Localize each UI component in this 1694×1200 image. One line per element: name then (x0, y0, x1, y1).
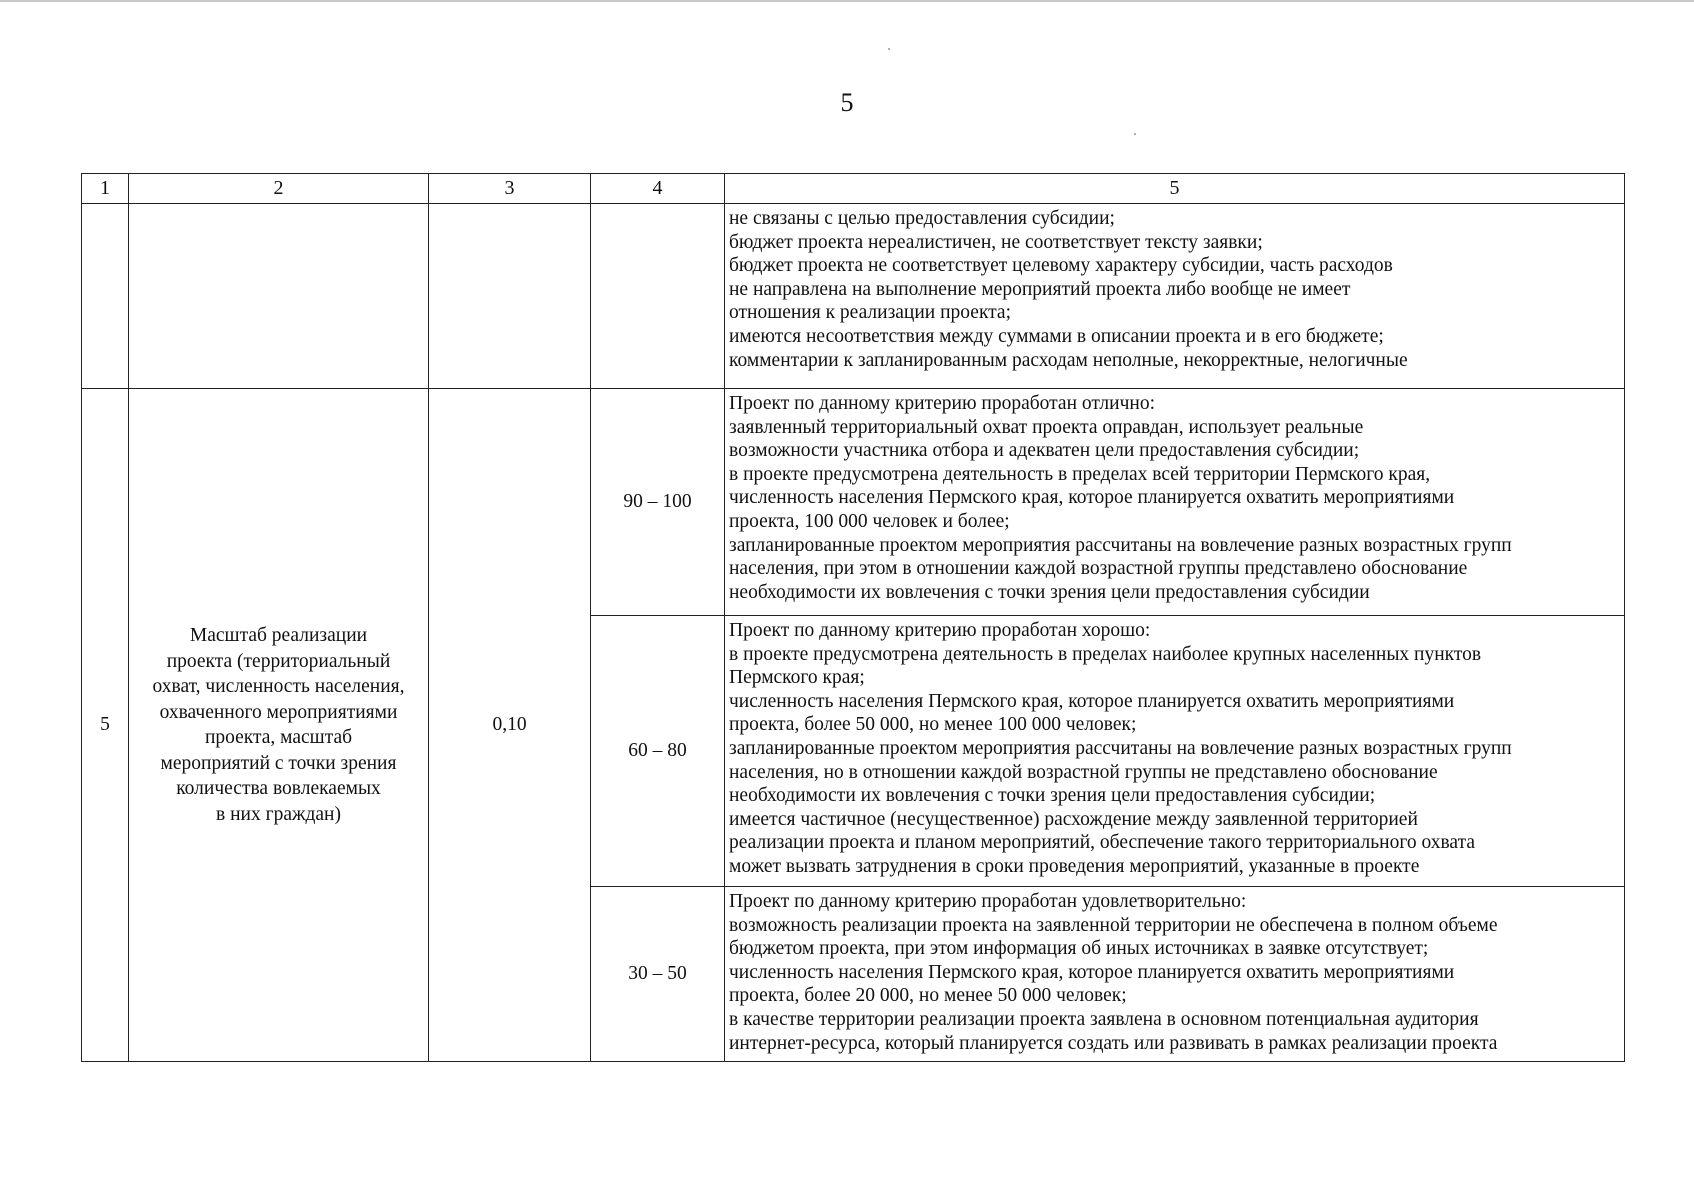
description-line: проекта, более 20 000, но менее 50 000 человек; (729, 985, 1127, 1007)
description-line: проекта, более 50 000, но менее 100 000 человек; (729, 714, 1137, 736)
column-header-2: 2 (129, 174, 429, 204)
description-line: необходимости их вовлечения с точки зрения цели предоставления субсидии (729, 581, 1370, 603)
empty-cell (129, 204, 429, 389)
continuation-description (725, 204, 1625, 389)
description-line: Пермского края; (729, 667, 865, 689)
description-line: заявленный территориальный охват проекта оправдан, использует реальные (729, 416, 1364, 438)
criterion-name-line: проекта (территориальный (166, 650, 391, 672)
table-header-row (82, 174, 1625, 204)
scan-speck (888, 48, 890, 50)
description-line: не связаны с целью предоставления субсидии; (729, 208, 1115, 229)
description-line: интернет-ресурса, который планируется создать или развивать в рамках реализации проекта (729, 1032, 1498, 1054)
description-line: населения, но в отношении каждой возрастной группы не представлено обоснование (729, 761, 1438, 783)
score-description (725, 887, 1625, 1062)
column-header-3: 3 (429, 174, 591, 204)
description-line: численность населения Пермского края, которое планируется охватить мероприятиями (729, 690, 1455, 712)
score-description (725, 389, 1625, 616)
description-line: бюджет проекта нереалистичен, не соответствует тексту заявки; (729, 231, 1263, 253)
description-line: возможности участника отбора и адекватен цели предоставления субсидии; (729, 440, 1360, 462)
column-header-1: 1 (82, 174, 129, 204)
score-range: 60 – 80 (591, 616, 725, 887)
criterion-name-line: количества вовлекаемых (176, 778, 381, 799)
description-line: реализации проекта и планом мероприятий, обеспечение такого территориального охвата (729, 832, 1475, 854)
description-line: имеются несоответствия между суммами в описании проекта и в его бюджете; (729, 325, 1384, 347)
description-line: в проекте предусмотрена деятельность в пределах наиболее крупных населенных пунктов (729, 643, 1482, 665)
description-line: комментарии к запланированным расходам неполные, некорректные, нелогичные (729, 349, 1408, 371)
description-line: Проект по данному критерию проработан отлично: (729, 393, 1155, 414)
description-line: численность населения Пермского края, которое планируется охватить мероприятиями (729, 961, 1455, 983)
description-line: запланированные проектом мероприятия рассчитаны на вовлечение разных возрастных групп (729, 737, 1512, 759)
description-line: в проекте предусмотрена деятельность в пределах всей территории Пермского края, (729, 463, 1431, 485)
scan-top-edge (0, 0, 1694, 2)
criteria-table (81, 173, 1625, 1062)
column-header-5: 5 (725, 174, 1625, 204)
description-line: бюджет проекта не соответствует целевому характеру субсидии, часть расходов (729, 255, 1393, 277)
description-line: численность населения Пермского края, которое планируется охватить мероприятиями (729, 487, 1455, 509)
score-description (725, 616, 1625, 887)
description-line: населения, при этом в отношении каждой возрастной группы представлено обоснование (729, 558, 1468, 580)
criterion-weight: 0,10 (429, 389, 591, 1062)
description-line: имеется частичное (несущественное) расхождение между заявленной территорией (729, 808, 1418, 830)
description-line: проекта, 100 000 человек и более; (729, 510, 1010, 532)
column-header-4: 4 (591, 174, 725, 204)
description-line: возможность реализации проекта на заявленной территории не обеспечена в полном объеме (729, 914, 1498, 936)
criterion-name-line: охваченного мероприятиями (159, 701, 398, 723)
score-range: 30 – 50 (591, 887, 725, 1062)
scan-speck (1134, 133, 1136, 135)
criterion-name-line: Масштаб реализации (189, 625, 368, 646)
description-line: Проект по данному критерию проработан удовлетворительно: (729, 891, 1247, 912)
description-line: в качестве территории реализации проекта заявлена в основном потенциальная аудитория (729, 1008, 1479, 1030)
criterion-name-line: в них граждан) (216, 803, 341, 825)
criterion-number: 5 (82, 389, 129, 1062)
criterion-name-line: проекта, масштаб (204, 727, 353, 748)
empty-cell (429, 204, 591, 389)
criterion-name-line: мероприятий с точки зрения (160, 752, 397, 774)
empty-cell (82, 204, 129, 389)
description-line: не направлена на выполнение мероприятий проекта либо вообще не имеет (729, 278, 1351, 300)
empty-cell (591, 204, 725, 389)
description-line: бюджетом проекта, при этом информация об иных источниках в заявке отсутствует; (729, 938, 1429, 960)
description-line: запланированные проектом мероприятия рассчитаны на вовлечение разных возрастных групп (729, 534, 1512, 556)
description-line: может вызвать затруднения в сроки проведения мероприятий, указанные в проекте (729, 855, 1420, 877)
page-number: 5 (840, 88, 854, 117)
description-line: Проект по данному критерию проработан хорошо: (729, 620, 1151, 641)
criterion-name-line: охват, численность населения, (152, 676, 405, 697)
criterion-name (129, 389, 429, 1062)
table-row-score-90-100 (82, 389, 1625, 616)
table-row-continuation (82, 204, 1625, 389)
score-range: 90 – 100 (591, 389, 725, 616)
description-line: отношения к реализации проекта; (729, 302, 1011, 324)
description-line: необходимости их вовлечения с точки зрения цели предоставления субсидии; (729, 785, 1376, 807)
